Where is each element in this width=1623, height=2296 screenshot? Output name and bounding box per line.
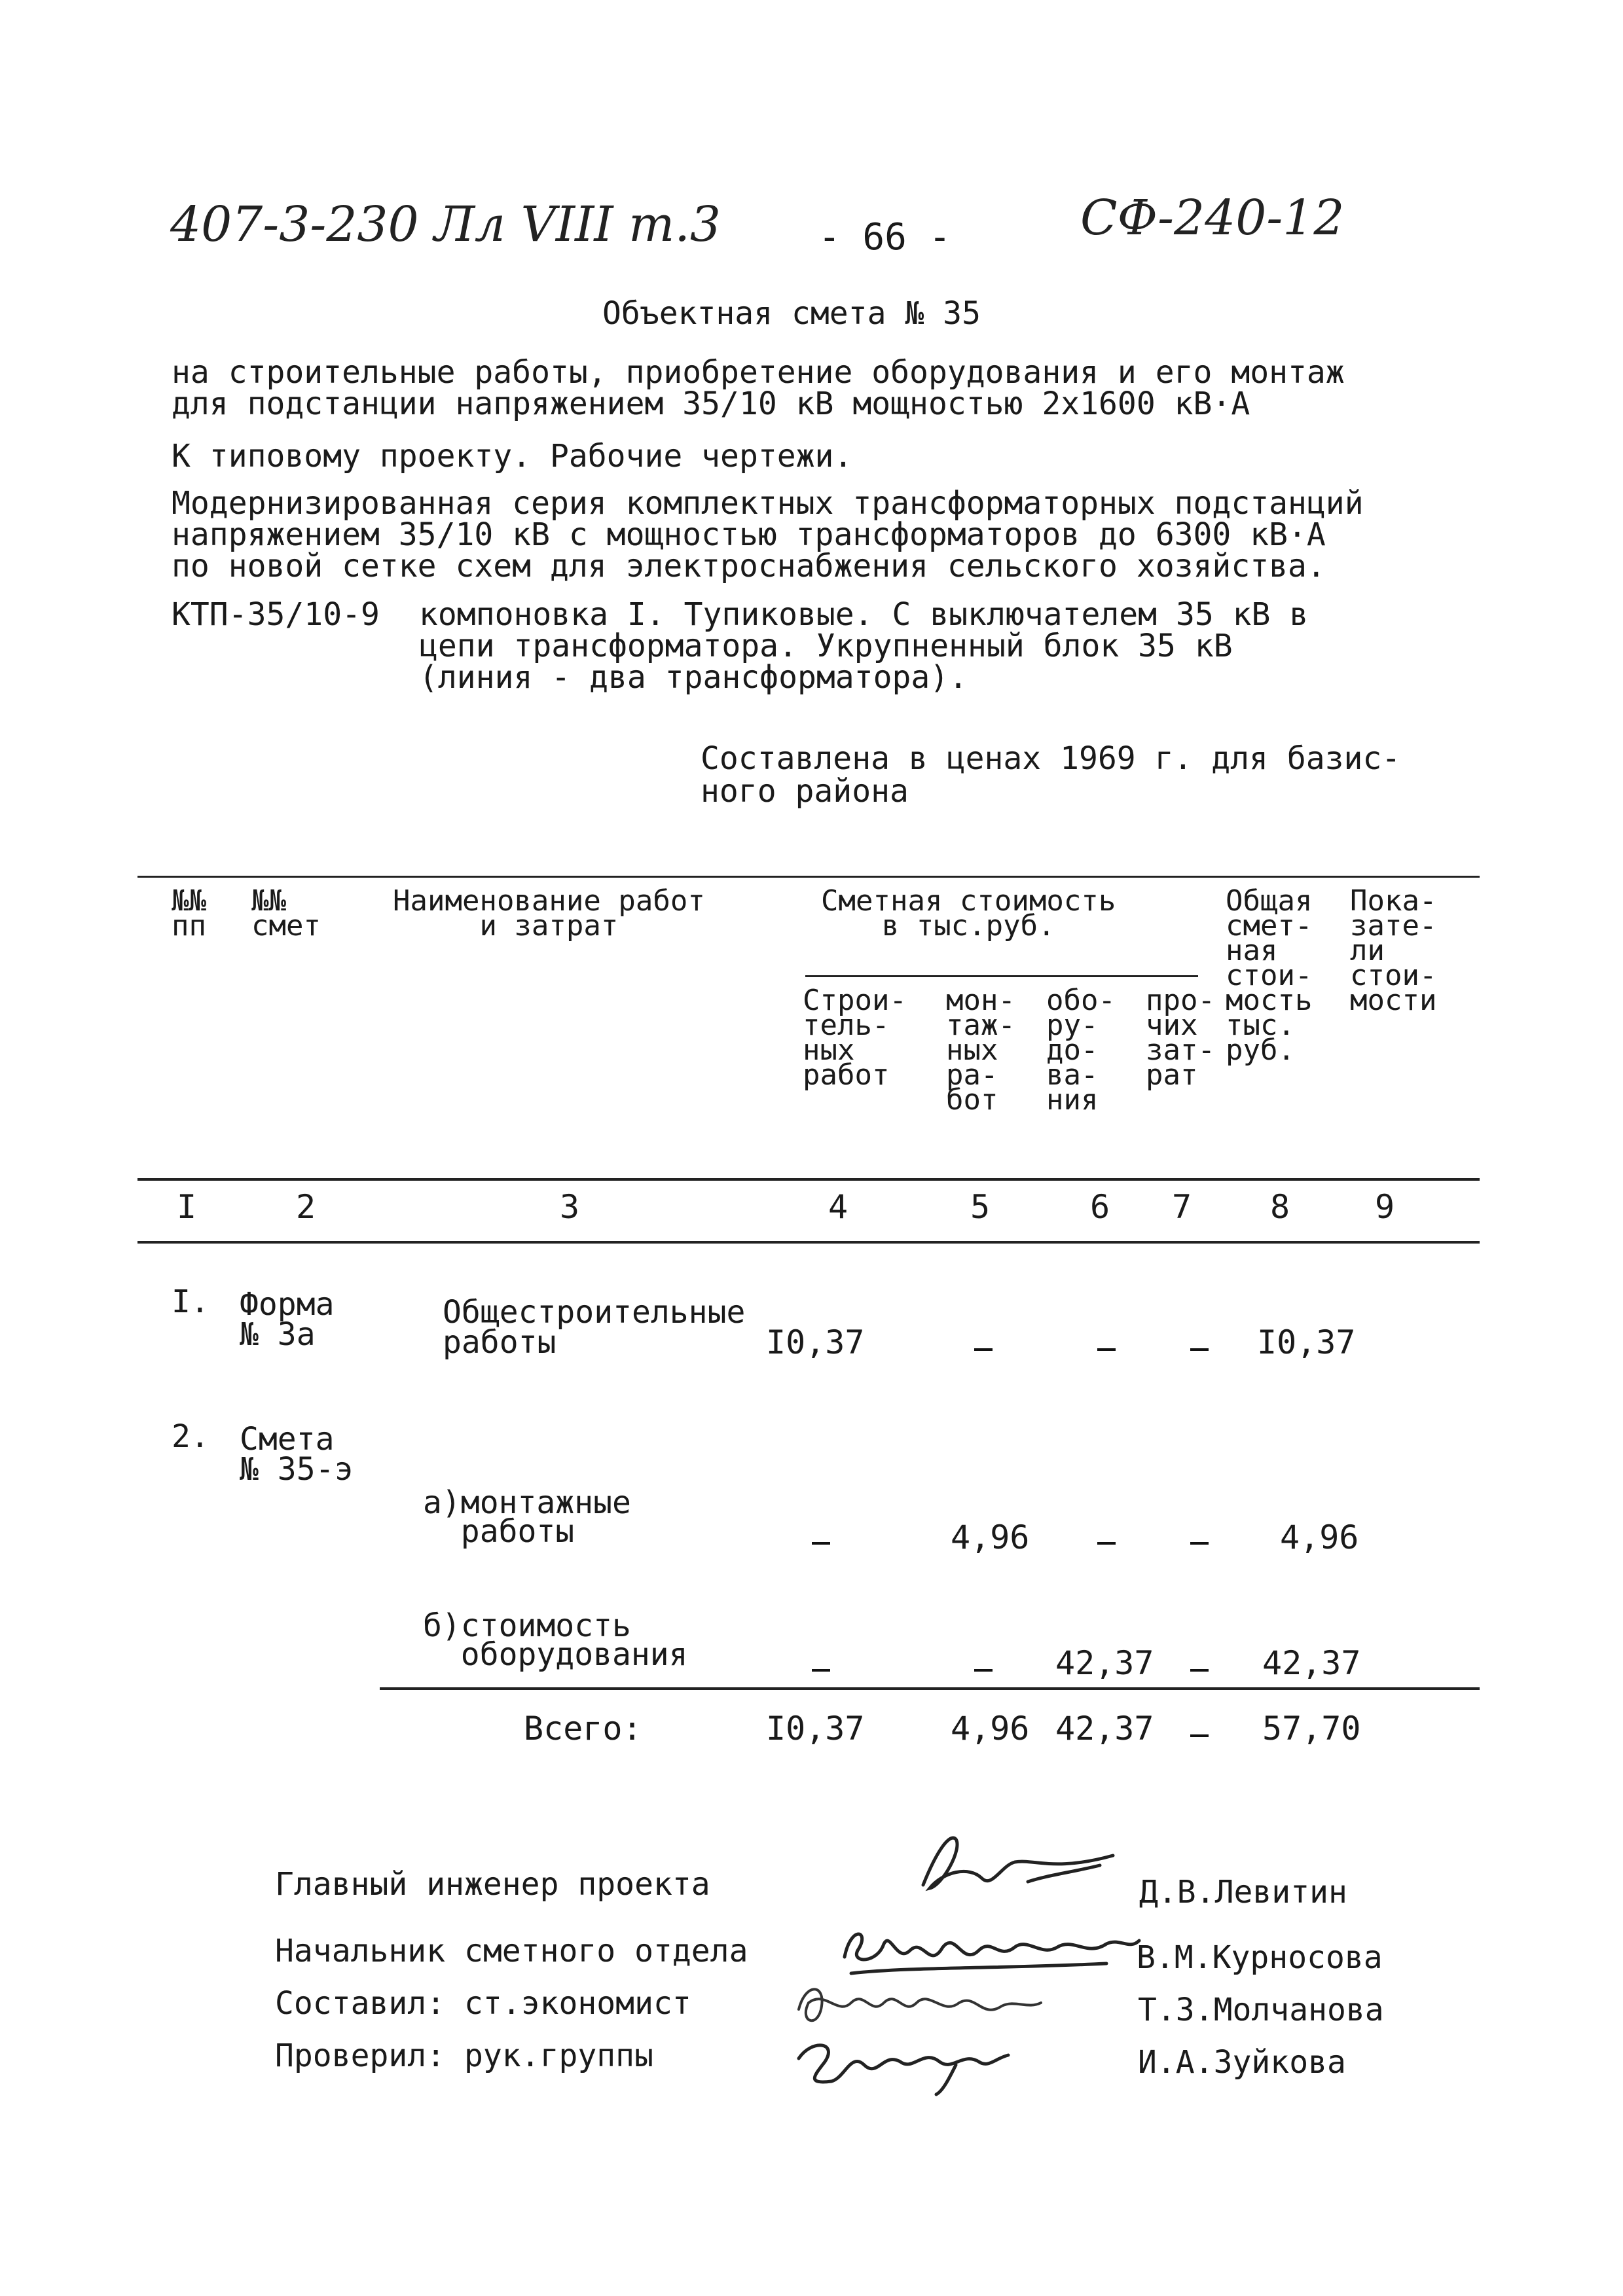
document-title: Объектная смета № 35	[602, 295, 981, 332]
header-work-name: Наименование работ и затрат	[393, 884, 705, 942]
signer-name: Д.В.Левитин	[1139, 1874, 1347, 1910]
column-number: 5	[970, 1188, 991, 1226]
row-1-number: I.	[172, 1283, 210, 1320]
series-line-1: Модернизированная серия комплектных трансформаторных подстанций	[172, 485, 1364, 522]
handwritten-code: 407-3-230 Лл VIII т.3	[170, 196, 721, 253]
column-number: 9	[1375, 1188, 1395, 1226]
header-indicators: Пока- зате- ли стои- мости	[1350, 884, 1437, 1017]
table-top-rule	[137, 876, 1480, 878]
row-2b-other-dash	[1190, 1669, 1209, 1672]
row-2b-total: 42,37	[1262, 1644, 1361, 1682]
column-number: 4	[828, 1188, 848, 1226]
ktp-line-3: (линия - два трансформатора).	[419, 659, 968, 696]
signature-levitin	[903, 1826, 1126, 1905]
row-1-equipment-dash	[1097, 1348, 1116, 1351]
signer-name: В.М.Курносова	[1137, 1939, 1383, 1976]
row-1-other-dash	[1190, 1348, 1209, 1351]
total-construction: I0,37	[766, 1710, 865, 1748]
signer-name: И.А.Зуйкова	[1138, 2044, 1346, 2081]
total-sum: 57,70	[1262, 1710, 1361, 1748]
total-top-rule	[380, 1687, 1480, 1690]
series-line-3: по новой сетке схем для электроснабжения сельского хозяйства.	[172, 548, 1326, 584]
total-equipment: 42,37	[1055, 1710, 1154, 1748]
column-number: 6	[1090, 1188, 1110, 1226]
row-1-installation-dash	[974, 1348, 993, 1351]
signer-role: Проверил: рук.группы	[275, 2037, 653, 2074]
description-line-2: для подстанции напряжением 35/10 кВ мощностью 2х1600 кВ·А	[172, 386, 1250, 422]
ktp-code: КТП-35/10-9	[172, 596, 380, 633]
signer-role: Составил: ст.экономист	[275, 1985, 691, 2022]
prices-note-line-1: Составлена в ценах 1969 г. для базис-	[701, 740, 1401, 777]
row-1-name: Общестроительные работы	[443, 1294, 746, 1361]
total-other-dash	[1190, 1734, 1209, 1737]
prices-note-line-2: ного района	[701, 773, 909, 810]
row-2a-equipment-dash	[1097, 1542, 1116, 1545]
header-equipment: обо- ру- до- ва- ния	[1046, 984, 1116, 1117]
page-number: - 66 -	[818, 216, 951, 259]
header-bottom-rule	[137, 1178, 1480, 1181]
row-2a-total: 4,96	[1280, 1518, 1359, 1556]
series-line-2: напряжением 35/10 кВ с мощностью трансформаторов до 6300 кВ·А	[172, 516, 1326, 553]
row-2b-name: б)стоимость оборудования	[423, 1607, 688, 1673]
signer-role: Главный инженер проекта	[275, 1866, 710, 1903]
row-1-total: I0,37	[1257, 1323, 1356, 1361]
header-estimate-number: №№ смет	[251, 884, 321, 942]
row-1-construction: I0,37	[766, 1323, 865, 1361]
signer-name: Т.З.Молчанова	[1138, 1992, 1384, 2028]
header-estimated-cost: Сметная стоимость в тыс.руб.	[821, 884, 1116, 942]
row-2a-construction-dash	[812, 1542, 830, 1545]
total-installation: 4,96	[951, 1710, 1030, 1748]
row-1-estimate: Форма № 3а	[240, 1286, 335, 1353]
row-2-estimate: Смета № 35-э	[240, 1421, 354, 1488]
header-row-number: №№ пп	[172, 884, 206, 942]
row-2-number: 2.	[172, 1418, 210, 1455]
row-2b-equipment: 42,37	[1055, 1644, 1154, 1682]
numbers-bottom-rule	[137, 1241, 1480, 1244]
header-construction: Строи- тель- ных работ	[803, 984, 907, 1092]
row-2a-name: а)монтажные работы	[423, 1484, 631, 1550]
header-total-cost: Общая смет- ная стои- мость тыс. руб.	[1226, 884, 1313, 1067]
row-2b-construction-dash	[812, 1669, 830, 1672]
header-other: про- чих зат- рат	[1146, 984, 1215, 1092]
row-2a-installation: 4,96	[951, 1518, 1030, 1556]
ktp-line-2: цепи трансформатора. Укрупненный блок 35 кВ	[419, 628, 1233, 664]
signer-role: Начальник сметного отдела	[275, 1933, 748, 1969]
description-line-1: на строительные работы, приобретение оборудования и его монтаж	[172, 354, 1345, 391]
header-installation: мон- таж- ных ра- бот	[946, 984, 1015, 1117]
row-2a-other-dash	[1190, 1542, 1209, 1545]
column-number: 7	[1172, 1188, 1192, 1226]
row-2b-installation-dash	[974, 1669, 993, 1672]
signature-zuikova	[786, 2026, 1021, 2098]
project-note: К типовому проекту. Рабочие чертежи.	[172, 438, 853, 475]
total-label: Всего:	[524, 1710, 642, 1748]
column-number: 2	[296, 1188, 316, 1226]
column-number: 3	[560, 1188, 580, 1226]
handwritten-reference: СФ-240-12	[1080, 190, 1345, 246]
ktp-line-1: компоновка I. Тупиковые. С выключателем 35 кВ в	[419, 596, 1309, 633]
column-number: 8	[1270, 1188, 1290, 1226]
cost-group-rule	[805, 975, 1198, 977]
column-number: I	[177, 1188, 197, 1226]
